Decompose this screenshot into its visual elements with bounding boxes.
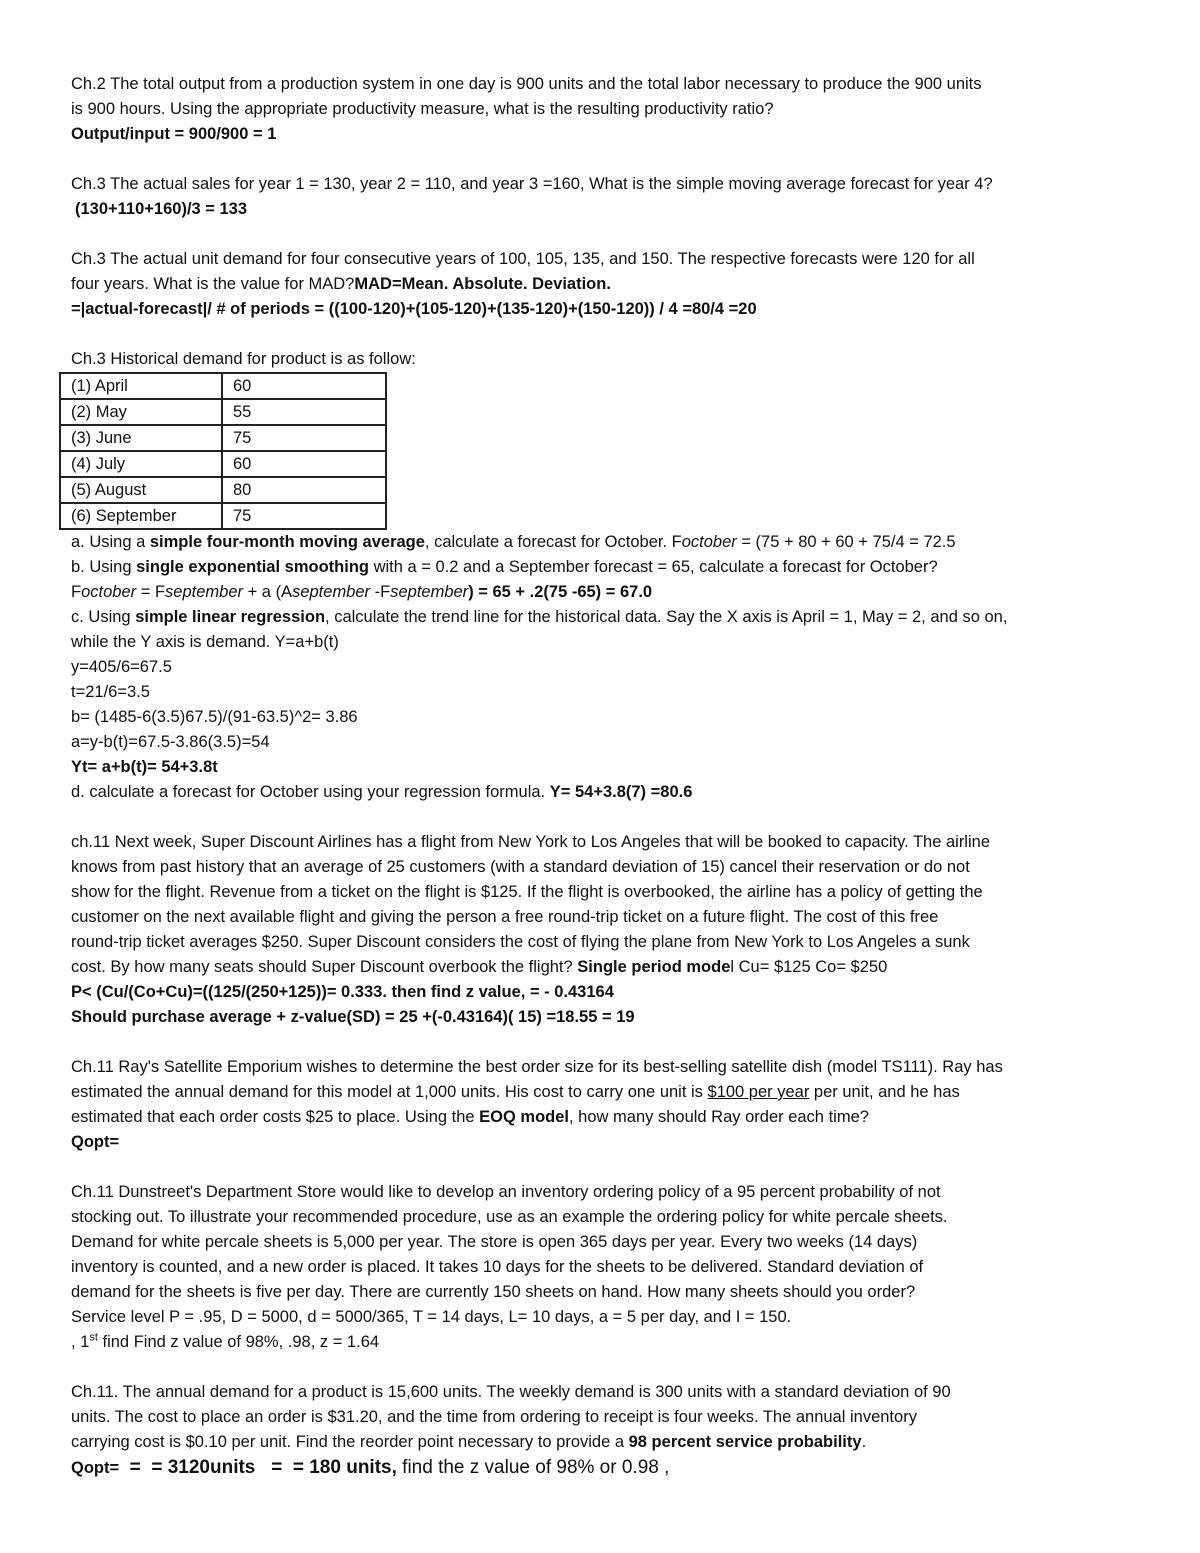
q7-line5: demand for the sheets is five per day. There are currently 150 sheets on hand. How many sheets should you order?	[71, 1283, 916, 1301]
q8-line3	[71, 1430, 1133, 1455]
q4b-sub2: september	[165, 583, 243, 601]
period-cell: (1) April	[60, 373, 222, 399]
q4c-t: t=21/6=3.5	[71, 683, 150, 701]
table-row	[60, 477, 386, 503]
q4c-method: simple linear regression	[135, 608, 326, 626]
q5-answer1: P< (Cu/(Co+Cu)=((125/(250+125))= 0.333. then find z value, = - 0.43164	[71, 983, 614, 1001]
q4b-m2: + a (A	[243, 583, 293, 601]
demand-cell: 75	[222, 503, 386, 529]
demand-cell: 75	[222, 425, 386, 451]
demand-cell: 60	[222, 373, 386, 399]
q4-part-b-formula	[71, 580, 1133, 605]
q7-line7	[71, 1330, 1133, 1355]
q6-line1: Ch.11 Ray's Satellite Emporium wishes to determine the best order size for its best-selling satellite dish (model TS111). Ray has	[71, 1058, 1003, 1076]
q5-line4: customer on the next available flight and giving the person a free round-trip ticket on a future flight. The cost of this free	[71, 908, 939, 926]
q7-superscript: st	[89, 1331, 98, 1344]
q3-mad-definition: MAD=Mean. Absolute. Deviation.	[354, 275, 611, 293]
q4a-subscript: october	[681, 533, 737, 551]
q4c-text: c. Using	[71, 608, 136, 626]
period-cell: (2) May	[60, 399, 222, 425]
q8-qopt-value: = = 3120units	[119, 1457, 256, 1478]
table-row	[60, 399, 386, 425]
q4c-trend-line: Yt= a+b(t)= 54+3.8t	[71, 758, 218, 776]
q7-line7-tail: find Find z value of 98%, .98, z = 1.64	[97, 1333, 380, 1351]
demand-cell: 60	[222, 451, 386, 477]
q6-model: EOQ model	[479, 1108, 570, 1126]
q8-qopt-label: Qopt=	[71, 1459, 120, 1477]
q7-line2: stocking out. To illustrate your recommended procedure, use as an example the ordering policy for white percale sheets.	[71, 1208, 948, 1226]
q4b-answer: ) = 65 + .2(75 -65) = 67.0	[468, 583, 653, 601]
q3-line1: Ch.3 The actual unit demand for four consecutive years of 100, 105, 135, and 150. The respective forecasts were 120 for all	[71, 250, 975, 268]
q5-line6	[71, 955, 1133, 980]
q8-service-level: 98 percent service probability	[628, 1433, 862, 1451]
q5-line6-text: cost. By how many seats should Super Discount overbook the flight?	[71, 958, 578, 976]
q8-line2: units. The cost to place an order is $31.20, and the time from ordering to receipt is four weeks. The annual inventory	[71, 1408, 917, 1426]
q4b-method: single exponential smoothing	[136, 558, 369, 576]
q5-line1: ch.11 Next week, Super Discount Airlines has a flight from New York to Los Angeles that will be booked to capacity. The airline	[71, 833, 990, 851]
table-row	[60, 425, 386, 451]
table-row	[60, 503, 386, 529]
q6-carry-cost: $100 per year	[707, 1083, 810, 1101]
q5-line5: round-trip ticket averages $250. Super Discount considers the cost of flying the plane from New York to Los Angeles a sunk	[71, 933, 970, 951]
q4-intro: Ch.3 Historical demand for product is as follow:	[71, 350, 416, 368]
q6-line3-tail: , how many should Ray order each time?	[569, 1108, 869, 1126]
q5-costs: l Cu= $125 Co= $250	[730, 958, 888, 976]
q6-line3-text: estimated that each order costs $25 to place. Using the	[71, 1108, 480, 1126]
q4b-text-post: with a = 0.2 and a September forecast = 65, calculate a forecast for October?	[368, 558, 938, 576]
q5-answer2: Should purchase average + z-value(SD) = 25 +(-0.43164)( 15) =18.55 = 19	[71, 1008, 635, 1026]
q4c-b: b= (1485-6(3.5)67.5)/(91-63.5)^2= 3.86	[71, 708, 358, 726]
demand-cell: 55	[222, 399, 386, 425]
q4b-m3: -F	[370, 583, 391, 601]
q1-line1: Ch.2 The total output from a production system in one day is 900 units and the total labor necessary to produce the 900 units	[71, 75, 982, 93]
q2-answer: (130+110+160)/3 = 133	[75, 200, 248, 218]
q4a-text: a. Using a	[71, 533, 150, 551]
period-cell: (6) September	[60, 503, 222, 529]
q4b-text: b. Using	[71, 558, 137, 576]
q4d-text: d. calculate a forecast for October using your regression formula.	[71, 783, 550, 801]
q2-question: Ch.3 The actual sales for year 1 = 130, year 2 = 110, and year 3 =160, What is the simple moving average forecast for year 4?	[71, 175, 993, 193]
q4-part-b	[71, 555, 1133, 580]
demand-cell: 80	[222, 477, 386, 503]
period-cell: (3) June	[60, 425, 222, 451]
q3-line2	[71, 272, 1133, 297]
q8-line3-text: carrying cost is $0.10 per unit. Find the reorder point necessary to provide a	[71, 1433, 629, 1451]
q6-answer: Qopt=	[71, 1133, 120, 1151]
q1-line2: is 900 hours. Using the appropriate productivity measure, what is the resulting productivity ratio?	[71, 100, 774, 118]
q7-line4: inventory is counted, and a new order is placed. It takes 10 days for the sheets to be delivered. Standard deviation of	[71, 1258, 924, 1276]
q6-line2-text: estimated the annual demand for this model at 1,000 units. His cost to carry one unit is	[71, 1083, 708, 1101]
q7-line6: Service level P = .95, D = 5000, d = 5000/365, T = 14 days, L= 10 days, a = 5 per day, and I = 150.	[71, 1308, 792, 1326]
q5-line2: knows from past history that an average of 25 customers (with a standard deviation of 15) cancel their reservation or do not	[71, 858, 970, 876]
q8-z-text: find the z value of 98% or 0.98 ,	[396, 1457, 670, 1478]
q4a-text-mid: , calculate a forecast for October. F	[424, 533, 682, 551]
q4-part-c	[71, 605, 1133, 630]
document-page	[71, 72, 1133, 1481]
table-row	[60, 451, 386, 477]
q8-line1: Ch.11. The annual demand for a product is 15,600 units. The weekly demand is 300 units with a standard deviation of 90	[71, 1383, 951, 1401]
q4c-y: y=405/6=67.5	[71, 658, 172, 676]
q4a-answer: = (75 + 80 + 60 + 75/4 = 72.5	[736, 533, 956, 551]
q8-line3-tail: .	[861, 1433, 867, 1451]
q3-answer: =|actual-forecast|/ # of periods = ((100-120)+(105-120)+(135-120)+(150-120)) / 4 =80/4 =20	[71, 300, 757, 318]
q6-line2-tail: per unit, and he has	[809, 1083, 960, 1101]
q6-line2	[71, 1080, 1133, 1105]
q4c-a: a=y-b(t)=67.5-3.86(3.5)=54	[71, 733, 270, 751]
q4c-line2: while the Y axis is demand. Y=a+b(t)	[71, 633, 339, 651]
q4-part-a	[71, 530, 1133, 555]
q4c-text-post: , calculate the trend line for the historical data. Say the X axis is April = 1, May = 2, and so on,	[325, 608, 1008, 626]
q5-line3: show for the flight. Revenue from a ticket on the flight is $125. If the flight is overbooked, the airline has a policy of getting the	[71, 883, 983, 901]
q4b-f: F	[71, 583, 82, 601]
q3-line2-text: four years. What is the value for MAD?	[71, 275, 355, 293]
q4-part-d	[71, 780, 1133, 805]
q6-line3	[71, 1105, 1133, 1130]
period-cell: (4) July	[60, 451, 222, 477]
historical-demand-table	[59, 372, 387, 530]
q4a-method: simple four-month moving average	[149, 533, 425, 551]
q4d-answer: Y= 54+3.8(7) =80.6	[549, 783, 693, 801]
q8-answer	[71, 1455, 1133, 1481]
q4b-m1: = F	[136, 583, 166, 601]
q7-line7-text: , 1	[71, 1333, 90, 1351]
period-cell: (5) August	[60, 477, 222, 503]
q4b-sub1: october	[81, 583, 137, 601]
q4b-sub3: september	[292, 583, 371, 601]
q8-sd-value: = = 180 units,	[255, 1457, 397, 1478]
q4b-sub4: september	[390, 583, 469, 601]
q7-line1: Ch.11 Dunstreet's Department Store would like to develop an inventory ordering policy of a 95 percent probability of not	[71, 1183, 941, 1201]
q1-answer: Output/input = 900/900 = 1	[71, 125, 277, 143]
table-row	[60, 373, 386, 399]
q7-line3: Demand for white percale sheets is 5,000 per year. The store is open 365 days per year. Every two weeks (14 days)	[71, 1233, 918, 1251]
q5-model: Single period mode	[577, 958, 731, 976]
